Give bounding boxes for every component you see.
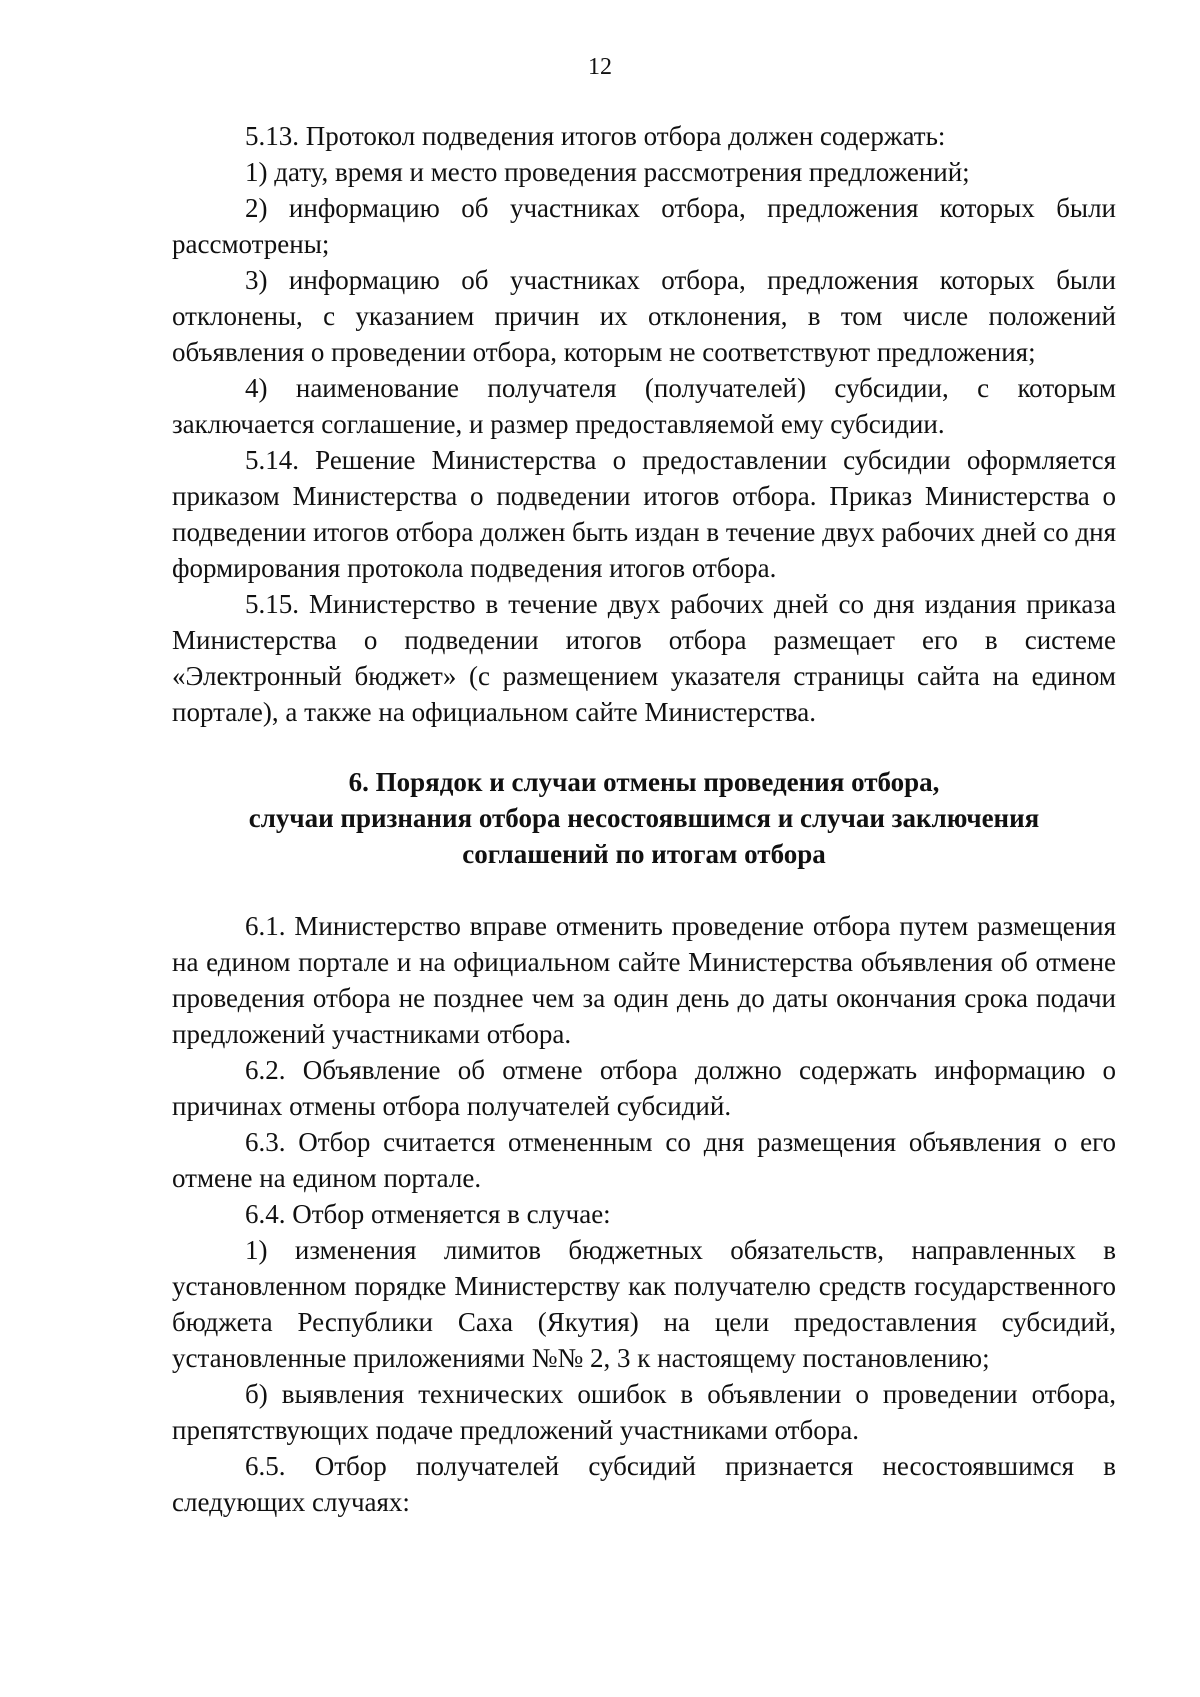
list-item-5-13-1: 1) дату, время и место проведения рассмотрения предложений;	[245, 157, 970, 187]
list-item-5-13-3: 3) информацию об участниках отбора, предложения которых были отклонены, с указанием причин их отклонения, в том числе положений объявления о проведении отбора, которым не соответствуют предложения;	[172, 265, 1116, 367]
paragraph-6-3: 6.3. Отбор считается отмененным со дня размещения объявления о его отмене на едином портале.	[172, 1127, 1116, 1193]
paragraph-6-4: 6.4. Отбор отменяется в случае:	[245, 1199, 611, 1229]
paragraph-5-14: 5.14. Решение Министерства о предоставлении субсидии оформляется приказом Министерства о подведении итогов отбора. Приказ Министерства о подведении итогов отбора должен быть издан в течение двух рабочих дней со дня формирования протокола подведения итогов отбора.	[172, 445, 1116, 583]
section-heading-line: соглашений по итогам отбора	[462, 839, 826, 869]
paragraph-6-1: 6.1. Министерство вправе отменить проведение отбора путем размещения на едином портале и на официальном сайте Министерства объявления об отмене проведения отбора не позднее чем за один день до даты окончания срока подачи предложений участниками отбора.	[172, 911, 1116, 1049]
list-item-6-4-b: б) выявления технических ошибок в объявлении о проведении отбора, препятствующих подаче предложений участниками отбора.	[172, 1379, 1116, 1445]
paragraph-6-5: 6.5. Отбор получателей субсидий признается несостоявшимся в следующих случаях:	[172, 1451, 1116, 1517]
paragraph-5-15: 5.15. Министерство в течение двух рабочих дней со дня издания приказа Министерства о подведении итогов отбора размещает его в системе «Электронный бюджет» (с размещением указателя страницы сайта на едином портале), а также на официальном сайте Министерства.	[172, 589, 1116, 727]
section-heading-line: 6. Порядок и случаи отмены проведения отбора,	[348, 767, 940, 797]
page-number: 12	[588, 54, 612, 80]
list-item-5-13-2: 2) информацию об участниках отбора, предложения которых были рассмотрены;	[172, 193, 1116, 259]
paragraph-6-2: 6.2. Объявление об отмене отбора должно содержать информацию о причинах отмены отбора получателей субсидий.	[172, 1055, 1116, 1121]
list-item-6-4-1: 1) изменения лимитов бюджетных обязательств, направленных в установленном порядке Министерству как получателю средств государственного бюджета Республики Саха (Якутия) на цели предоставления субсидий, установленные приложениями №№ 2, 3 к настоящему постановлению;	[172, 1235, 1116, 1373]
section-heading-line: случаи признания отбора несостоявшимся и случаи заключения	[248, 803, 1040, 833]
list-item-5-13-4: 4) наименование получателя (получателей) субсидии, с которым заключается соглашение, и размер предоставляемой ему субсидии.	[172, 373, 1116, 439]
section-6-heading	[172, 764, 1116, 872]
document-body	[172, 118, 1116, 1520]
paragraph-5-13: 5.13. Протокол подведения итогов отбора должен содержать:	[245, 121, 946, 151]
